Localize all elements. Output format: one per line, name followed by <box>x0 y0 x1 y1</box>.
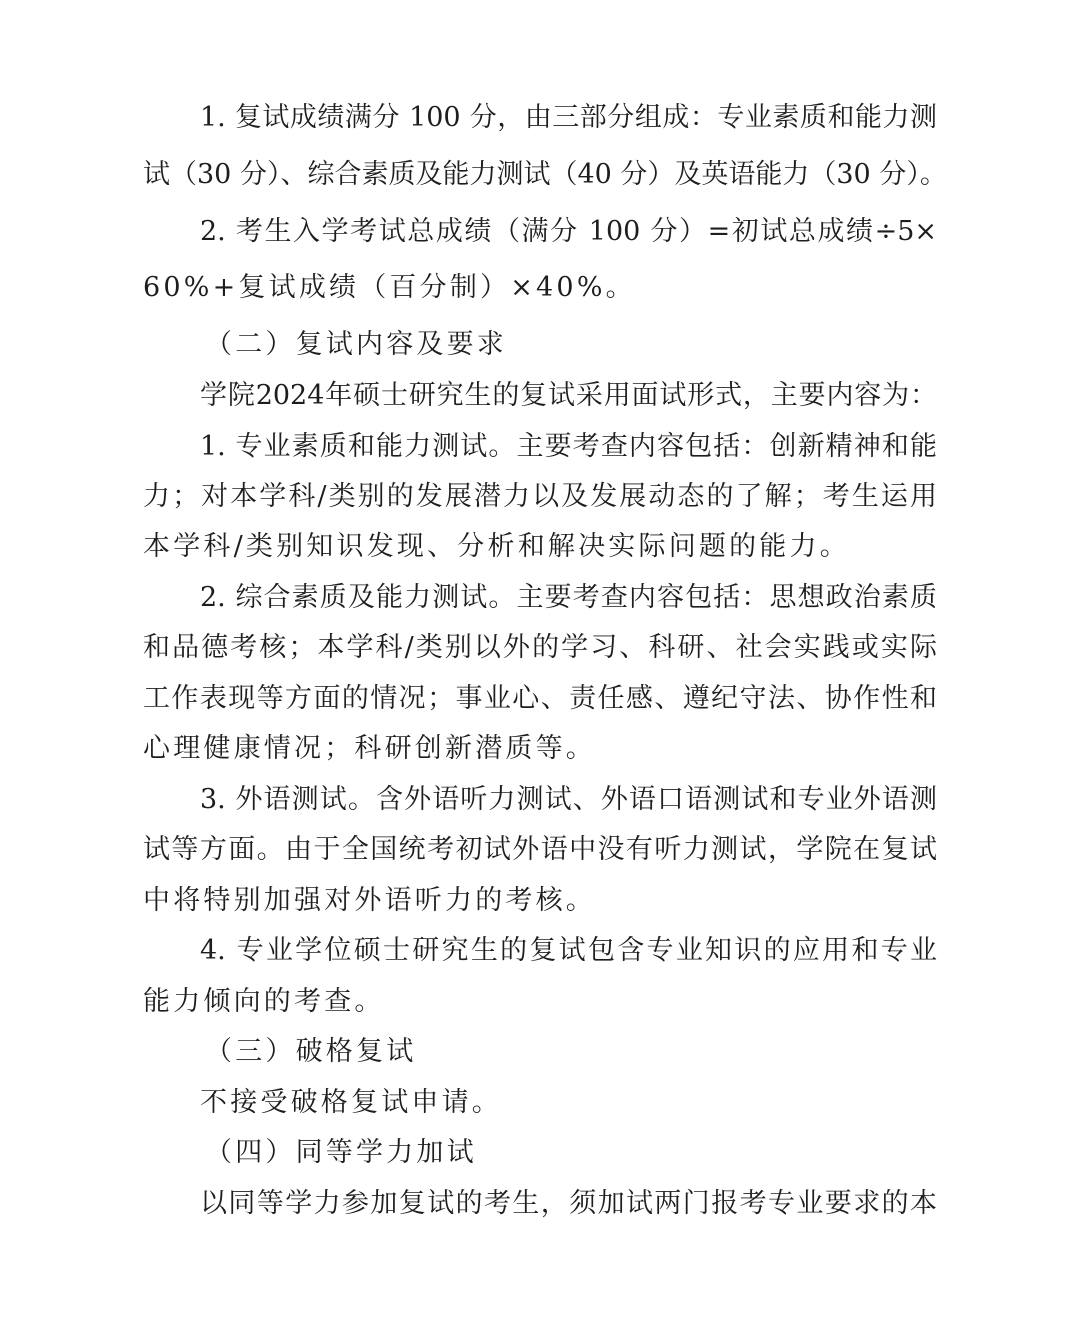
item-2-line-2: 和品德考核；本学科/类别以外的学习、科研、社会实践或实际 <box>143 632 937 663</box>
score-rule-1-line-1: 1. 复试成绩满分 100 分，由三部分组成：专业素质和能力测 <box>200 102 937 133</box>
item-3-line-2: 试等方面。由于全国统考初试外语中没有听力测试，学院在复试 <box>143 834 937 865</box>
section-2-intro: 学院2024年硕士研究生的复试采用面试形式，主要内容为： <box>200 380 937 411</box>
section-4-text: 以同等学力参加复试的考生，须加试两门报考专业要求的本 <box>200 1188 937 1219</box>
item-1-line-3: 本学科/类别知识发现、分析和解决实际问题的能力。 <box>143 531 850 562</box>
score-rule-2-line-2: 60%+复试成绩（百分制）×40%。 <box>143 272 636 303</box>
item-1-line-1: 1. 专业素质和能力测试。主要考查内容包括：创新精神和能 <box>200 431 937 462</box>
score-rule-1-line-2: 试（30 分）、综合素质及能力测试（40 分）及英语能力（30 分）。 <box>143 159 947 190</box>
score-rule-2-line-1: 2. 考生入学考试总成绩（满分 100 分）=初试总成绩÷5× <box>200 216 937 247</box>
item-3-line-1: 3. 外语测试。含外语听力测试、外语口语测试和专业外语测 <box>200 784 937 815</box>
item-4-line-1: 4. 专业学位硕士研究生的复试包含专业知识的应用和专业 <box>200 935 937 966</box>
item-2-line-3: 工作表现等方面的情况；事业心、责任感、遵纪守法、协作性和 <box>143 683 937 714</box>
section-heading-3: （三）破格复试 <box>205 1036 417 1067</box>
section-3-text: 不接受破格复试申请。 <box>200 1087 502 1118</box>
section-heading-4: （四）同等学力加试 <box>205 1137 477 1168</box>
item-1-line-2: 力；对本学科/类别的发展潜力以及发展动态的了解；考生运用 <box>143 481 937 512</box>
item-2-line-1: 2. 综合素质及能力测试。主要考查内容包括：思想政治素质 <box>200 582 937 613</box>
item-4-line-2: 能力倾向的考查。 <box>143 986 385 1017</box>
item-2-line-4: 心理健康情况；科研创新潜质等。 <box>143 733 596 764</box>
section-heading-2: （二）复试内容及要求 <box>205 329 507 360</box>
item-3-line-3: 中将特别加强对外语听力的考核。 <box>143 885 596 916</box>
